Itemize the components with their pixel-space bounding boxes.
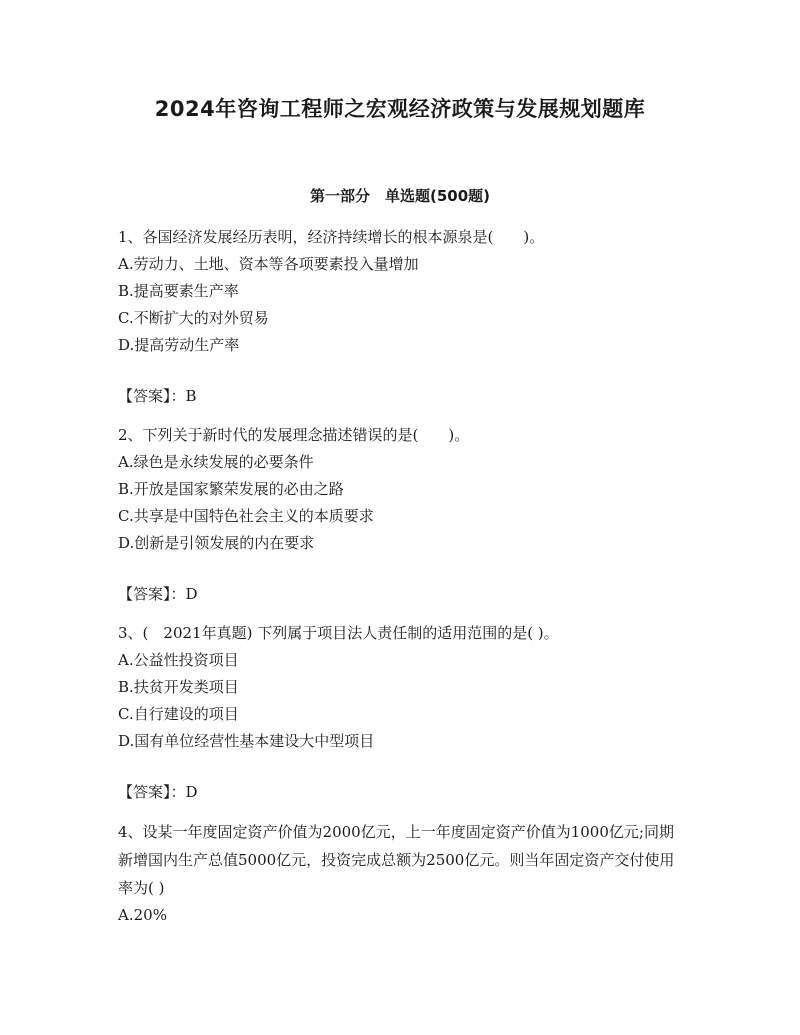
option-d: D.国有单位经营性基本建设大中型项目: [118, 732, 375, 750]
answer-line: 【答案】：D: [118, 585, 198, 603]
option-c: C.共享是中国特色社会主义的本质要求: [118, 507, 374, 525]
option-a: A.劳动力、土地、资本等各项要素投入量增加: [118, 255, 419, 273]
question-stem: 1、各国经济发展经历表明，经济持续增长的根本源泉是( )。: [118, 228, 545, 246]
document-title: 2024年咨询工程师之宏观经济政策与发展规划题库: [154, 97, 646, 121]
question-stem: 3、( 2021年真题) 下列属于项目法人责任制的适用范围的是( )。: [118, 624, 559, 642]
answer-line: 【答案】：D: [118, 783, 198, 801]
option-c: C.自行建设的项目: [118, 705, 239, 723]
question-4: [118, 818, 688, 929]
option-a: A.绿色是永续发展的必要条件: [118, 453, 314, 471]
question-3: [118, 620, 688, 806]
option-a: A.20%: [118, 906, 167, 924]
option-d: D.提高劳动生产率: [118, 336, 240, 354]
question-list: [118, 224, 688, 929]
answer-line: 【答案】：B: [118, 387, 197, 405]
question-1: [118, 224, 688, 410]
question-stem: 4、设某一年度固定资产价值为2000亿元，上一年度固定资产价值为1000亿元;同期新增国内生产总值5000亿元，投资完成总额为2500亿元。则当年固定资产交付使用率为( ): [118, 823, 675, 897]
section-heading: 第一部分 单选题(500题): [309, 187, 491, 205]
option-c: C.不断扩大的对外贸易: [118, 309, 269, 327]
option-b: B.提高要素生产率: [118, 282, 239, 300]
option-b: B.扶贫开发类项目: [118, 678, 239, 696]
question-stem: 2、下列关于新时代的发展理念描述错误的是( )。: [118, 426, 470, 444]
question-2: [118, 422, 688, 608]
option-a: A.公益性投资项目: [118, 651, 239, 669]
option-d: D.创新是引领发展的内在要求: [118, 534, 315, 552]
option-b: B.开放是国家繁荣发展的必由之路: [118, 480, 344, 498]
